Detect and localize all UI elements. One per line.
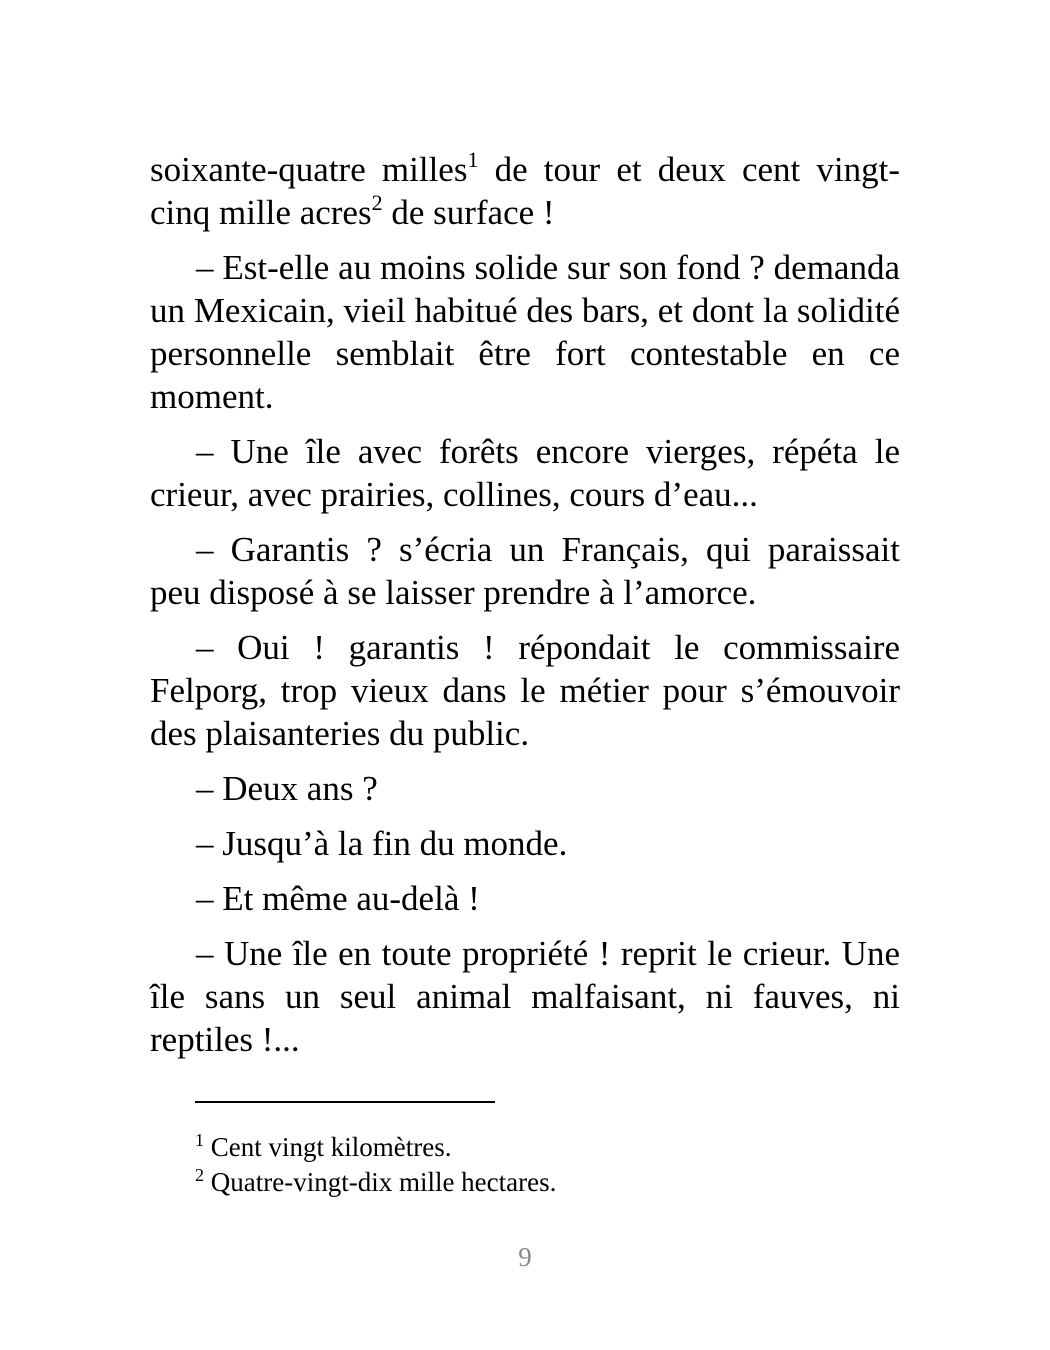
footnote-ref: 1 <box>467 147 479 172</box>
paragraph-text: de surface ! <box>382 193 555 232</box>
footnote-text: Quatre-vingt-dix mille hectares. <box>204 1167 557 1197</box>
dialogue-paragraph: – Garantis ? s’écria un Français, qui paraissait peu disposé à se laisser prendre à l’amorce. <box>150 530 900 612</box>
dialogue-paragraph: – Jusqu’à la fin du monde. <box>196 824 568 863</box>
dialogue-paragraph: – Deux ans ? <box>196 769 378 808</box>
footnote-text: Cent vingt kilomètres. <box>204 1132 452 1162</box>
dialogue-paragraph: – Oui ! garantis ! répondait le commissaire Felporg, trop vieux dans le métier pour s’émouvoir des plaisanteries du public. <box>150 628 900 753</box>
paragraph-text: soixante-quatre milles <box>150 150 468 189</box>
paragraph-continuation <box>150 148 900 234</box>
dialogue-paragraph: – Une île en toute propriété ! reprit le crieur. Une île sans un seul animal malfaisant, ni fauves, ni reptiles !... <box>150 934 900 1059</box>
dialogue-paragraph: – Et même au-delà ! <box>196 879 480 918</box>
page-body <box>150 148 900 1073</box>
footnote-ref: 2 <box>371 190 383 215</box>
footnote <box>195 1130 556 1165</box>
dialogue-paragraph: – Est-elle au moins solide sur son fond ? demanda un Mexicain, vieil habitué des bars, et dont la solidité personnelle semblait être fort contestable en ce moment. <box>150 248 900 416</box>
footnote-mark: 1 <box>195 1130 204 1150</box>
footnote-mark: 2 <box>195 1165 204 1185</box>
dialogue-paragraph: – Une île avec forêts encore vierges, répéta le crieur, avec prairies, collines, cours d’eau... <box>150 432 900 514</box>
page-number: 9 <box>518 1242 532 1272</box>
footnote <box>195 1165 556 1200</box>
paragraph-text: de tour et deux cent vingt-cinq mille acres <box>150 150 900 232</box>
footnotes <box>195 1130 556 1200</box>
footnote-separator <box>195 1101 495 1103</box>
